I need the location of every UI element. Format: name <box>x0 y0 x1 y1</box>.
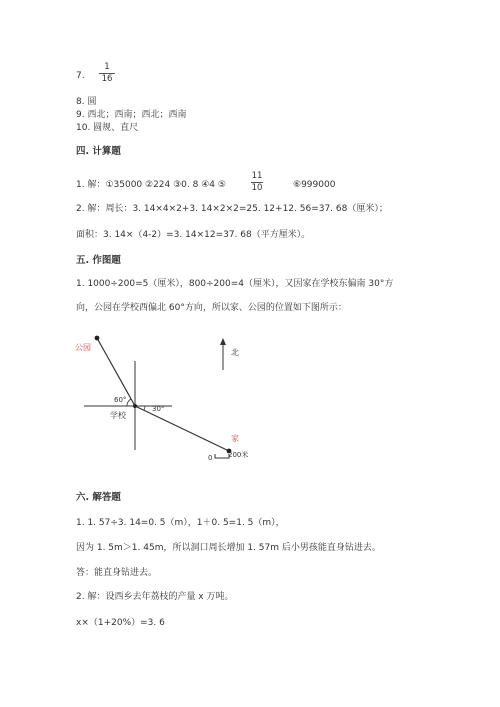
angle-30-label: 30° <box>152 405 165 413</box>
school-point <box>133 404 137 408</box>
section-5-title: 五. 作图题 <box>76 255 121 266</box>
answer-7-numerator: 1 <box>104 62 110 72</box>
answer-7-denominator: 16 <box>101 73 113 84</box>
section-4-title: 四. 计算题 <box>76 146 121 157</box>
section-6-line2: 因为 1. 5m＞1. 45m，所以洞口周长增加 1. 57m 后小男孩能直身钻进去。 <box>76 543 381 553</box>
section-4-fraction-denominator: 10 <box>251 182 263 193</box>
answer-10: 10. 圆规、直尺 <box>76 123 139 133</box>
section-6-line5: x×（1+20%）=3. 6 <box>76 618 165 628</box>
park-point <box>95 336 100 341</box>
angle-30-arc <box>144 406 145 410</box>
section-4-line1-suffix: ⑥999000 <box>293 180 336 190</box>
scale-zero-label: 0 <box>208 454 213 462</box>
section-4-fraction-numerator: 11 <box>251 171 263 181</box>
answer-7-label: 7. <box>76 71 85 81</box>
answer-9: 9. 西北；西南；西北；西南 <box>76 110 187 120</box>
section-5-line1: 1. 1000÷200=5（厘米），800÷200=4（厘米），又因家在学校东偏南 30°方 <box>76 279 394 289</box>
angle-60-label: 60° <box>114 396 127 404</box>
scale-bar <box>215 454 229 458</box>
section-6-line1: 1. 1. 57÷3. 14=0. 5（m），1＋0. 5=1. 5（m）， <box>76 518 285 528</box>
answer-8: 8. 圆 <box>76 97 97 107</box>
section-4-line1-prefix: 1. 解：①35000 ②224 ③0. 8 ④4 ⑤ <box>76 180 226 190</box>
scale-length-label: 200米 <box>228 451 249 459</box>
north-label: 北 <box>231 348 239 357</box>
section-5-line2: 向，公园在学校西偏北 60°方向，所以家、公园的位置如下图所示： <box>76 303 347 313</box>
angle-60-arc <box>127 399 131 406</box>
school-to-home-line <box>135 406 229 451</box>
school-label: 学校 <box>110 411 126 420</box>
section-6-line4: 2. 解：设西乡去年荔枝的产量 x 万吨。 <box>76 592 234 602</box>
park-label: 公园 <box>75 343 91 352</box>
home-label: 家 <box>231 434 239 443</box>
section-4-line2: 2. 解：周长：3. 14×4×2+3. 14×2×2=25. 12+12. 56=37. 68（厘米）； <box>76 204 388 214</box>
north-arrow-icon <box>220 338 226 345</box>
section-6-line3: 答：能直身钻进去。 <box>76 568 158 578</box>
section-4-line3: 面积：3. 14×（4-2）=3. 14×12=37. 68（平方厘米）。 <box>76 230 311 240</box>
section-6-title: 六. 解答题 <box>76 492 121 503</box>
